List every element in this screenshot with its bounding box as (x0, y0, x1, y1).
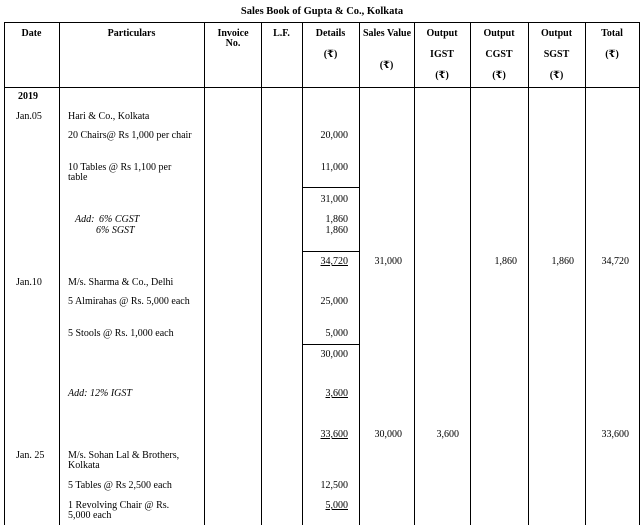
header-total: Total (601, 28, 623, 39)
entry1-sgst-amount: 1,860 (325, 225, 348, 236)
col-border-lf (302, 22, 303, 525)
entry3-date: Jan. 25 (16, 450, 45, 461)
header-details-unit: (₹) (323, 49, 338, 60)
col-border-date (59, 22, 60, 525)
header-details: Details (315, 28, 346, 39)
col-border-igst (470, 22, 471, 525)
entry2-party: M/s. Sharma & Co., Delhi (68, 277, 174, 288)
header-sgst-unit: (₹) (549, 70, 564, 81)
entry2-sales-value: 30,000 (374, 429, 402, 440)
table-top-border (4, 22, 639, 23)
details-subtotal-line-1 (302, 187, 359, 188)
col-border-right (639, 22, 640, 525)
col-border-sgst (585, 22, 586, 525)
entry1-subtotal: 31,000 (320, 194, 348, 205)
entry1-date: Jan.05 (16, 111, 42, 122)
entry1-add-label: Add: (75, 214, 95, 225)
header-cgst-line1: Output (483, 28, 515, 39)
entry3-item1-amount: 12,500 (320, 480, 348, 491)
header-particulars: Particulars (107, 28, 156, 39)
col-border-left (4, 22, 5, 525)
entry3-item2-amount: 5,000 (325, 500, 348, 511)
year-label: 2019 (18, 91, 38, 102)
header-igst-line2: IGST (430, 49, 454, 60)
entry1-item1-amount: 20,000 (320, 130, 348, 141)
header-lf: L.F. (273, 28, 290, 39)
entry2-item2-amount: 5,000 (325, 328, 348, 339)
entry1-tax-sgst: 6% SGST (96, 225, 135, 236)
header-igst-line1: Output (426, 28, 458, 39)
entry2-igst-amount: 3,600 (325, 388, 348, 399)
entry3-item2: 1 Revolving Chair @ Rs. 5,000 each (68, 500, 170, 521)
entry1-item2-amount: 11,000 (320, 162, 348, 173)
entry1-tax-cgst: 6% CGST (99, 214, 140, 225)
entry1-cgst-amount: 1,860 (325, 214, 348, 225)
header-igst-unit: (₹) (435, 70, 449, 81)
entry1-item1: 20 Chairs@ Rs 1,000 per chair (68, 130, 192, 141)
entry2-details-total: 33,600 (320, 429, 348, 440)
col-border-sales (414, 22, 415, 525)
header-invoice-no: Invoice No. (217, 28, 249, 49)
entry1-total: 34,720 (601, 256, 629, 267)
header-sales-unit: (₹) (379, 60, 394, 71)
entry1-output-sgst: 1,860 (551, 256, 574, 267)
details-subtotal-line-2 (302, 344, 359, 345)
header-total-unit: (₹) (605, 49, 619, 60)
page-title: Sales Book of Gupta & Co., Kolkata (240, 6, 404, 17)
entry2-tax-igst: 12% IGST (90, 388, 132, 399)
header-cgst-unit: (₹) (492, 70, 506, 81)
col-border-details (359, 22, 360, 525)
header-sales-value: Sales Value (362, 28, 412, 39)
col-border-invoice (261, 22, 262, 525)
header-bottom-border (4, 87, 639, 88)
entry2-output-igst: 3,600 (436, 429, 459, 440)
entry1-output-cgst: 1,860 (494, 256, 517, 267)
entry3-item1: 5 Tables @ Rs 2,500 each (68, 480, 172, 491)
entry1-details-total: 34,720 (320, 256, 348, 267)
header-date: Date (21, 28, 42, 39)
entry2-total: 33,600 (601, 429, 629, 440)
entry3-party: M/s. Sohan Lal & Brothers, Kolkata (68, 450, 180, 471)
entry1-sales-value: 31,000 (374, 256, 402, 267)
header-sgst-line2: SGST (543, 49, 570, 60)
entry1-party: Hari & Co., Kolkata (68, 111, 150, 122)
entry2-subtotal: 30,000 (320, 349, 348, 360)
header-sgst-line1: Output (540, 28, 573, 39)
header-cgst-line2: CGST (485, 49, 513, 60)
entry2-date: Jan.10 (16, 277, 42, 288)
details-total-line-1 (302, 251, 359, 252)
entry1-item2: 10 Tables @ Rs 1,100 per table (68, 162, 172, 183)
entry2-add-label: Add: (68, 388, 88, 399)
entry2-item1: 5 Almirahas @ Rs. 5,000 each (68, 296, 190, 307)
entry2-item2: 5 Stools @ Rs. 1,000 each (68, 328, 174, 339)
col-border-particulars (204, 22, 205, 525)
col-border-cgst (528, 22, 529, 525)
entry2-item1-amount: 25,000 (320, 296, 348, 307)
